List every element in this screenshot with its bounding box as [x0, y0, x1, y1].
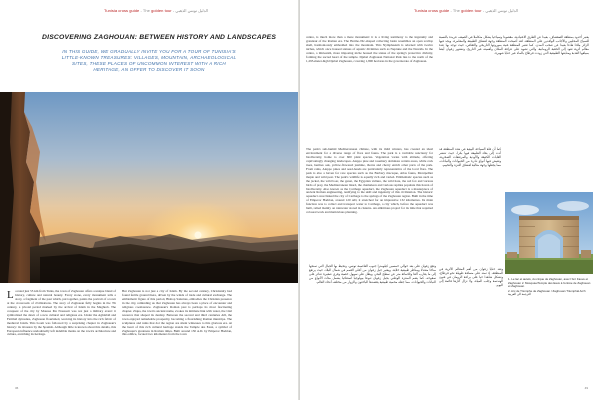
- right-column-english-top: [306, 36, 433, 64]
- right-page: [300, 0, 600, 400]
- right-column-arabic-top: [439, 36, 589, 56]
- photo-captions: [508, 278, 593, 298]
- left-column-1-text: ocated just 55 km from Tunis, the town of Zaghouan offers a unique blend of history, culture and natural beauty. Every stone, every monument tells a story, a fragment of the past which, put together, paints the portrait of a town at the crossroads of civilizations. The story of Zaghouan fully begins in the 7th century, a pivotal period marked by the arrival of Islam in the Maghreb. The conquest of the city by Moussa Ibn Noussair was not just a military event: it symbolized the dawn of a new cultural and religious era. Under the Aghlabid and Fatimid dynasties, Zaghouan flourished, weaving its history into the rich fabric of medieval Islam. This boom was followed by a surprising chapter in Zaghouan's history: its invasion by the Spanish. Although little is known about this details, this European influence undoubtedly left indelible marks on the town's architecture and culture, enriching its heritage.: [7, 289, 116, 337]
- caption-1: 1. Le lac et autels, du cirque de Zaghouan, avec l'Arc Fauve et Zaghouan 2. Mosquée/Temple des Eaux à l'entrée de Zaghouan et Zaghouan: [508, 277, 591, 288]
- landscape-photo: [0, 92, 300, 283]
- header-sep: - The: [139, 8, 152, 13]
- right-column-arabic-lower-text: وتقع زغوان على بعد حوالي خمسين كيلومترا جنوب العاصمة تونس، وتحيط بها الجبال التي تمنحها مناخا معتدلا ومناظر طبيعية خلابة. ويعتبر جبل زغوان من أعلى القمم في شمال البلاد، حيث يرتفع إلى ما يقارب ألفا وثلاثمائة متر عن سطح البحر، ويطل على سهول خصبة وقرى صغيرة تتناثر على سفوحه. كما يضم المنتزه الوطني بجبل زغوان تنوعا بيولوجيا استثنائيا يشمل مئات الأنواع من النباتات والحيوانات، مما جعله محمية طبيعية يقصدها الباحثون والزوار من مختلف أنحاء العالم.: [309, 264, 436, 284]
- right-column-arabic-bottom-text: وتعد حنايا زغوان من أهم المعالم الأثرية في المنطقة، إذ تمتد على مسافة طويلة نحو قرطاج، وتشكل شاهدا حيا على براعة الرومان في فنون الهندسة وجلب المياه، ولا تزال آثارها قائمة إلى اليوم.: [439, 267, 503, 287]
- right-column-english-top-text: centre, is much more than a mere monument: it is a living testimony to the ingenuity and grandeur of the Roman era. The Hermo-Nic-shaped collecting basin resembles an open scallop shell, harmoniously embedded into the mountain. This Nymphaeum is adorned with twelve niches, which once housed statues of aquatic divinities such as Neptune and the Nereids. In the centre, a thirteenth, more imposing niche housed the statue of the spring's protective divinity, forming the sacred heart of the temple. Djebel Zaghouan National Park lies to the north of the 1,295-meter-high Djebel Zaghouan, covering 1,800 hectares in the governorate of Zaghouan.: [306, 35, 433, 63]
- header-guide: cross guide: [118, 8, 140, 13]
- right-column-arabic-lower: [309, 265, 436, 285]
- header-guide: cross guide: [428, 8, 450, 13]
- right-column-arabic-bottom: [439, 268, 503, 288]
- dropcap-letter: L: [7, 289, 14, 301]
- page-number-left: 36: [15, 386, 19, 390]
- running-header-left: [104, 8, 208, 13]
- left-column-2: [122, 290, 232, 337]
- left-column-2-text: But Zaghouan is not just a city of Islam. By the second century, Christianity had found fertile ground there, driven by the winds of trade and cultural exchange. The emblematic figure of this period, Bishop Saturnus, embodies the Christian presence in the city, reminding us that Zaghouan has always been a place of encounter and religious coexistence. Zaghouan's Roman past is perhaps its most fascinating chapter. Ziqua, the town's ancient name, evokes its intimate link with water, the vital resource that shaped its destiny. Between the second and third centuries AD, the town enjoyed remarkable prosperity, becoming a flourishing Roman municipe. The sculptures and ruins that dot the region are silent witnesses to this glorious era. At the heart of this rich cultural heritage stands the Temple des Eaux, a symbol of Zaghouan's greatness in Roman times. Built around 130 A.D. by Emperor Hadrian, this edifice, located two kilometers from the town: [122, 289, 232, 337]
- caption-2: 2. Arc de Triomphe de Zaghouan / Zaghouan Triumphal Arch الترجمة الى العربية: [508, 288, 586, 296]
- right-column-arabic-middle-text: كما أن قلة السياحة البيئية في هذه المنطقة قد أدت إلى بقاء الطبيعة فيها بكرا، حيث تنتشر الغابات الكثيفة والأودية والمرتفعات الصخرية، وتعيش فيها أنواع نادرة من الحيوانات والنباتات، مما يجعلها وجهة مثالية لعشاق التنزه والتخييم.: [439, 147, 501, 167]
- right-column-arabic-top-text: يعتبر أخدود بمنطقة الصفصاف، بعيدا عن الطرق الاعتيادية، مقصودا وسياحيا يشكل متكاملا في الصيف، فريدة بالنسبة للسياح المحليين والأجانب الوافدين على المنطقة. لقد أصبحت المنطقة وجهة لعشاق الطبيعة والمغامرة، ويجد فيها الزائر ملاذا هادئا بعيدا عن صخب المدن. كما تعتبر المنطقة غنية بموروثها التاريخي والثقافي، حيث توجد بها عدة معالم أثرية تعود إلى الحقبة الرومانية، والتي تشهد على عراقة المكان وأهميته عبر التاريخ. وتشتهر زغوان أيضا بمياهها العذبة ومنابعها الطبيعية التي زودت قرطاج بالماء عبر حنايا شهيرة.: [439, 35, 589, 55]
- right-column-english-middle: [306, 148, 433, 215]
- header-sep: - The: [449, 8, 462, 13]
- header-arabic: - الدليل تونس الذهبي: [171, 8, 209, 13]
- running-header-right: [414, 8, 518, 13]
- left-column-1: [7, 290, 116, 337]
- header-arabic: - الدليل تونس الذهبي: [481, 8, 519, 13]
- header-country: Tunisia: [104, 8, 119, 13]
- header-tour: golden tour: [151, 8, 172, 13]
- roman-arch-image: [505, 192, 593, 274]
- roman-arch-photo: [505, 192, 593, 274]
- article-title: DISCOVERING ZAGHOUAN: BETWEEN HISTORY AND LANDSCAPES: [42, 34, 277, 41]
- right-column-english-middle-text: The park's sub-humid Mediterranean climate, with its mild winters, has created an ideal environment for a diverse range of flora and fauna. The park is a veritable sanctuary for biodiversity, home to over 600 plant species. Vegetation varies with altitude, offering captivatingly changing landscapes. Aleppo pine and rosemary dominate certain areas, while cork trees, hermes oak, yellow-flowered jasmine, thorns and cherry enrich other parts of the park. From rains, Aleppo pines and seed-heads are particularly representative of the local flora. The park is also a haven for rare species such as the Barbary macaque, Atlas fauna, Montpellier maple and wild pear. The park's wildlife is equally rich and varied. Emblematic species such as the jackal, the wild boar, the genet, the Egyptian vulture, the wild hare, the red fox and various birds of prey, the Mediterranean lizard, the chameleon and various reptiles populate this haven of biodiversity. Also known as the Carthage aqueduct, the Zaghouan aqueduct is a masterpiece of ancient Roman engineering, testifying to the skill and ingenuity of this civilization. The historic aqueduct once linked the city of Carthage to the springs of the Zaghouan region. Built in the time of Emperor Hadrian, around 120 AD, it stretched for an impressive 132 kilometres. Its main function was to collect and transport water to Carthage, a city which, before the aqueduct was built, relied mainly on rainwater stored in cisterns. An ambitious project for its time that required colossal work and meticulous planning.: [306, 147, 433, 215]
- header-tour: golden tour: [461, 8, 482, 13]
- article-subtitle: IN THIS GUIDE, WE GRADUALLY INVITE YOU FOR A TOUR OF TUNISIA'S LITTLE-KNOWN TREASURES: VILLAGES, MOUNTAIN, ARCHAEOLOGICAL SITES, THESE PLACES OF UNCOMMON INTEREST WITH A RICH HERITAGE, AN OFFER TO DISCOVER IT SOON: [61, 49, 237, 72]
- right-column-arabic-middle: [439, 148, 501, 168]
- header-country: Tunisia: [414, 8, 429, 13]
- page-number-right: 49: [584, 386, 588, 390]
- mountain-landscape-image: [0, 92, 300, 283]
